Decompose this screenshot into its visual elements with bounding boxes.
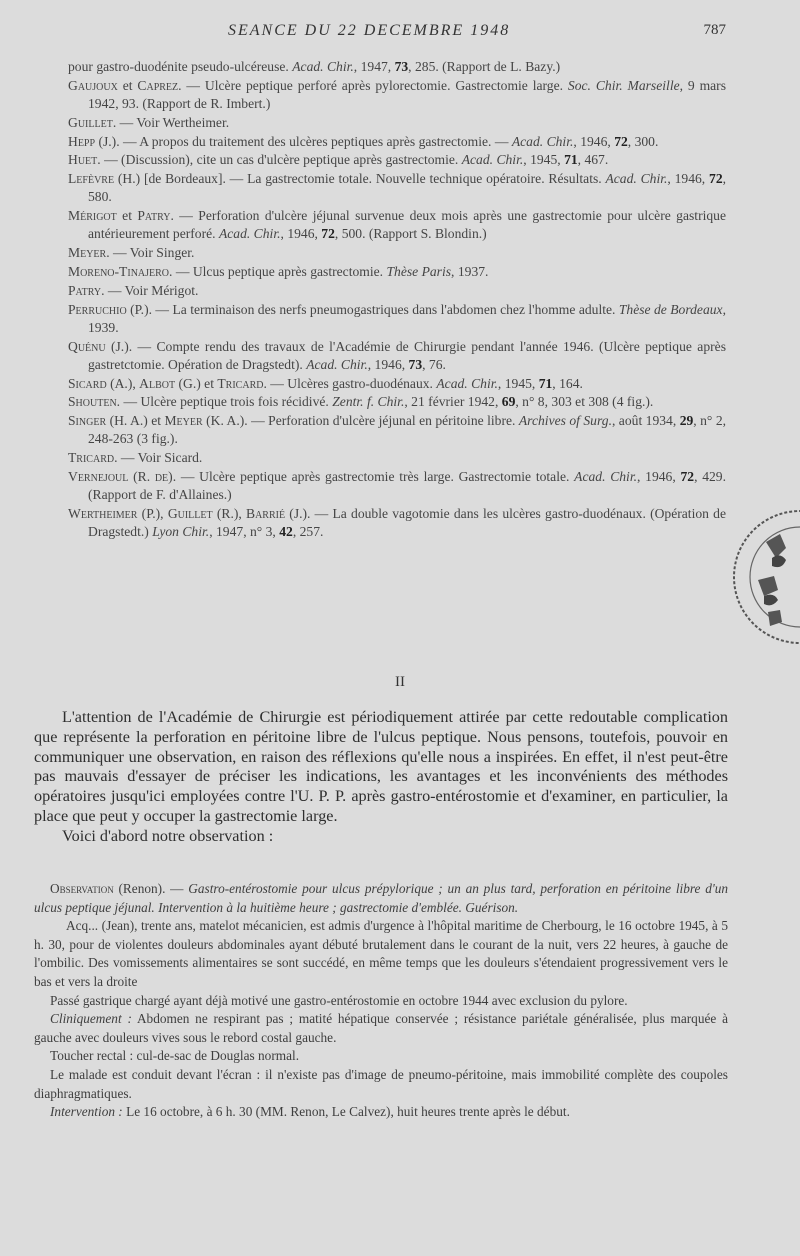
bibliography-entry: Lefèvre (H.) [de Bordeaux]. — La gastrectomie totale. Nouvelle technique opératoire. Résultats. Acad. Chir., 1946, 72, 580.	[68, 171, 727, 205]
running-header	[0, 22, 800, 46]
observation-paragraph: Le malade est conduit devant l'écran : il n'existe pas d'image de pneumo-péritoine, mais immobilité complète des coupoles diaphragmatiques.	[34, 1066, 728, 1101]
intro-paragraph: L'attention de l'Académie de Chirurgie est périodiquement attirée par cette redoutable complication que représente la perforation en péritoine libre de l'ulcus peptique. Nous pensons, toutefois, pouvoir en communiquer une observation, en raison des réflexions qu'elle nous a inspirées. En effet, il n'est peut-être pas mauvais d'essayer de préciser les indications, les avantages et les inconvénients des méthodes opératoires jusqu'ici employées contre l'U. P. P. après gastro-entérostomie et d'examiner, en particulier, la place que peut y occuper la gastrectomie large.	[34, 708, 728, 825]
bibliography-entry: Tricard. — Voir Sicard.	[68, 450, 203, 466]
section-number: II	[395, 674, 405, 690]
observation-paragraph: Intervention : Le 16 octobre, à 6 h. 30 (MM. Renon, Le Calvez), huit heures trente après le début.	[50, 1104, 570, 1120]
bibliography	[34, 58, 726, 542]
bibliography-entry: Guillet. — Voir Wertheimer.	[68, 114, 230, 130]
observation-paragraph: Acq... (Jean), trente ans, matelot mécanicien, est admis d'urgence à l'hôpital maritime de Cherbourg, le 16 octobre 1945, à 5 h. 30, pour de violentes douleurs abdominales ayant débuté brutalement dans le courant de la nuit, vers 22 heures, à gauche de l'ombilic. Des vomissements alimentaires se sont succédé, en même temps que les douleurs s'étendaient progressivement vers le bas et vers la droite	[34, 918, 728, 989]
header-title: SEANCE DU 22 DECEMBRE 1948	[228, 22, 511, 39]
introduction-text	[34, 708, 728, 847]
bibliography-entry: Quénu (J.). — Compte rendu des travaux de l'Académie de Chirurgie pendant l'année 1946. (Ulcère peptique après gastretctomie. Opération de Dragstedt). Acad. Chir., 1946, 73, 76.	[68, 338, 726, 372]
observation-paragraph: Toucher rectal : cul-de-sac de Douglas normal.	[50, 1048, 300, 1064]
bibliography-entry: Moreno-Tinajero. — Ulcus peptique après gastrectomie. Thèse Paris, 1937.	[68, 263, 489, 279]
bibliography-entry: Shouten. — Ulcère peptique trois fois récidivé. Zentr. f. Chir., 21 février 1942, 69, n° 8, 303 et 308 (4 fig.).	[68, 394, 654, 410]
bibliography-entry: Sicard (A.), Albot (G.) et Tricard. — Ulcères gastro-duodénaux. Acad. Chir., 1945, 71, 164.	[68, 375, 583, 391]
observation-paragraph: Passé gastrique chargé ayant déjà motivé une gastro-entérostomie en octobre 1944 avec exclusion du pylore.	[50, 992, 628, 1008]
library-stamp	[728, 462, 800, 692]
bibliography-entry: Gaujoux et Caprez. — Ulcère peptique perforé après pylorectomie. Gastrectomie large. Soc. Chir. Marseille, 9 mars 1942, 93. (Rapport de R. Imbert.)	[68, 77, 727, 111]
observation-heading: Observation (Renon). — Gastro-entérostomie pour ulcus prépylorique ; un an plus tard, perforation en péritoine libre d'un ulcus peptique jéjunal. Intervention à la huitième heure ; gastrectomie d'emblée. Guérison.	[34, 881, 729, 915]
bibliography-entry: Huet. — (Discussion), cite un cas d'ulcère peptique après gastrectomie. Acad. Chir., 1945, 71, 467.	[68, 152, 609, 168]
bibliography-entry: Hepp (J.). — A propos du traitement des ulcères peptiques après gastrectomie. — Acad. Chir., 1946, 72, 300.	[68, 133, 659, 149]
page-number: 787	[703, 22, 726, 38]
bibliography-entry: Perruchio (P.). — La terminaison des nerfs pneumogastriques dans l'abdomen chez l'homme adulte. Thèse de Bordeaux, 1939.	[68, 301, 726, 335]
observation-section	[34, 880, 728, 1122]
bibliography-entry: Wertheimer (P.), Guillet (R.), Barrié (J.). — La double vagotomie dans les ulcères gastro-duodénaux. (Opération de Dragstedt.) Lyon Chir., 1947, n° 3, 42, 257.	[68, 505, 727, 540]
bibliography-entry: Meyer. — Voir Singer.	[68, 245, 195, 261]
bibliography-entry: Vernejoul (R. de). — Ulcère peptique après gastrectomie très large. Gastrectomie totale. Acad. Chir., 1946, 72, 429. (Rapport de F. d'Allaines.)	[68, 468, 726, 503]
observation-paragraph: Cliniquement : Abdomen ne respirant pas ; matité hépatique conservée ; résistance pariétale généralisée, plus marquée à gauche avec douleurs vives sous le rebord costal gauche.	[34, 1011, 728, 1045]
bibliography-entry: Mérigot et Patry. — Perforation d'ulcère jéjunal survenue deux mois après une gastrectomie pour ulcère gastrique antérieurement perforé. Acad. Chir., 1946, 72, 500. (Rapport S. Blondin.)	[68, 208, 726, 242]
bibliography-entry: Singer (H. A.) et Meyer (K. A.). — Perforation d'ulcère jéjunal en péritoine libre. Archives of Surg., août 1934, 29, n° 2, 248-263 (3 fig.).	[68, 413, 727, 447]
intro-paragraph: Voici d'abord notre observation :	[62, 826, 274, 845]
bibliography-entry: Patry. — Voir Mérigot.	[68, 282, 199, 298]
bibliography-entry: pour gastro-duodénite pseudo-ulcéreuse. Acad. Chir., 1947, 73, 285. (Rapport de L. Bazy.)	[68, 59, 561, 74]
